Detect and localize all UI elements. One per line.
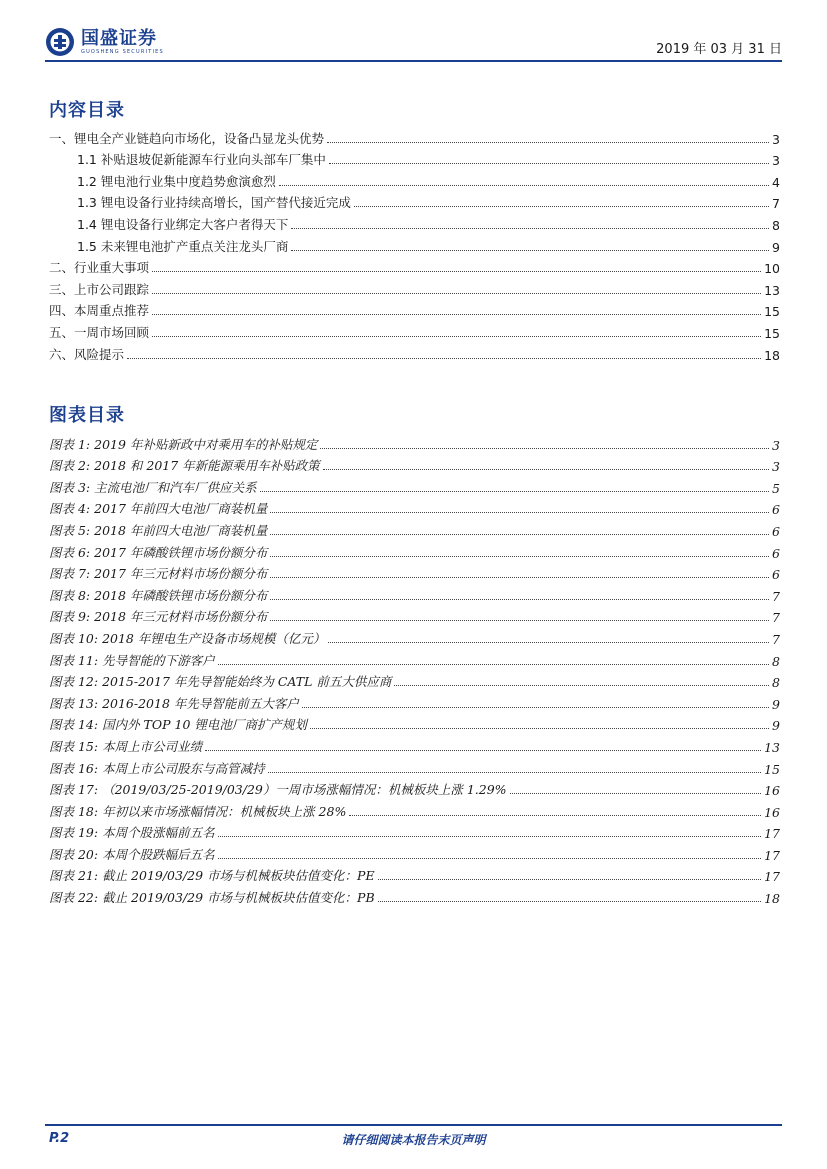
toc-entry[interactable] bbox=[49, 190, 780, 212]
figure-entry-page: 9 bbox=[772, 718, 780, 734]
toc-entry-page: 15 bbox=[764, 304, 780, 320]
page-header bbox=[45, 26, 782, 62]
dot-leader bbox=[329, 163, 769, 164]
toc-entry[interactable] bbox=[49, 255, 780, 277]
toc-entry[interactable] bbox=[49, 341, 780, 363]
dot-leader bbox=[349, 815, 761, 816]
dot-leader bbox=[279, 185, 769, 186]
logo-name-en: GUOSHENG SECURITIES bbox=[81, 48, 164, 55]
figure-entry-label: 图表 16: 本周上市公司股东与高管减持 bbox=[49, 760, 265, 776]
toc-entry-label: 六、风险提示 bbox=[49, 346, 125, 362]
toc-entry[interactable] bbox=[49, 233, 780, 255]
footer-divider bbox=[45, 1124, 782, 1126]
dot-leader bbox=[152, 293, 761, 294]
toc-entry[interactable] bbox=[49, 298, 780, 320]
figure-entry[interactable] bbox=[49, 496, 780, 518]
figure-entry[interactable] bbox=[49, 625, 780, 647]
figure-entry[interactable] bbox=[49, 647, 780, 669]
figure-entry-page: 8 bbox=[772, 675, 780, 691]
figure-entry-label: 图表 9: 2018 年三元材料市场份额分布 bbox=[49, 609, 268, 625]
dot-leader bbox=[510, 793, 762, 794]
figure-entry-page: 15 bbox=[764, 761, 780, 777]
dot-leader bbox=[378, 901, 761, 902]
figure-entry[interactable] bbox=[49, 863, 780, 885]
toc-entry-label: 1.4 锂电设备行业绑定大客户者得天下 bbox=[77, 216, 289, 232]
dot-leader bbox=[218, 836, 762, 837]
dot-leader bbox=[354, 206, 769, 207]
figure-entry-page: 13 bbox=[764, 739, 780, 755]
toc-entry-label: 五、一周市场回顾 bbox=[49, 324, 150, 340]
toc-entry-page: 18 bbox=[764, 347, 780, 363]
toc-entry-page: 8 bbox=[772, 217, 780, 233]
figure-entry[interactable] bbox=[49, 431, 780, 453]
guosheng-logo-icon bbox=[45, 27, 75, 57]
figure-entry[interactable] bbox=[49, 474, 780, 496]
figure-entry[interactable] bbox=[49, 755, 780, 777]
figure-entry[interactable] bbox=[49, 453, 780, 475]
figure-entry-label: 图表 6: 2017 年磷酸铁锂市场份额分布 bbox=[49, 544, 268, 560]
dot-leader bbox=[270, 556, 769, 557]
toc-entry[interactable] bbox=[49, 211, 780, 233]
toc-entry-label: 四、本周重点推荐 bbox=[49, 303, 150, 319]
figure-entry[interactable] bbox=[49, 733, 780, 755]
toc-title: 内容目录 bbox=[49, 100, 125, 121]
figure-entry[interactable] bbox=[49, 712, 780, 734]
toc-entry[interactable] bbox=[49, 125, 780, 147]
dot-leader bbox=[260, 491, 769, 492]
toc-entry-page: 9 bbox=[772, 239, 780, 255]
toc-entry-page: 3 bbox=[772, 131, 780, 147]
figure-entry[interactable] bbox=[49, 539, 780, 561]
figure-entry[interactable] bbox=[49, 517, 780, 539]
toc-entry[interactable] bbox=[49, 147, 780, 169]
figure-entry-page: 16 bbox=[764, 783, 780, 799]
figure-entry-page: 9 bbox=[772, 696, 780, 712]
report-date: 2019 年 03 月 31 日 bbox=[656, 42, 782, 57]
figure-entry-label: 图表 12: 2015-2017 年先导智能始终为 CATL 前五大供应商 bbox=[49, 674, 392, 690]
figure-entry-label: 图表 7: 2017 年三元材料市场份额分布 bbox=[49, 566, 268, 582]
dot-leader bbox=[152, 271, 761, 272]
dot-leader bbox=[320, 448, 769, 449]
figure-entry-page: 6 bbox=[772, 523, 780, 539]
figure-entry-page: 6 bbox=[772, 567, 780, 583]
figure-entry-page: 6 bbox=[772, 545, 780, 561]
figure-entry-page: 18 bbox=[764, 891, 780, 907]
toc-entry[interactable] bbox=[49, 168, 780, 190]
figure-entry[interactable] bbox=[49, 841, 780, 863]
page-number: P.2 bbox=[49, 1131, 70, 1146]
figure-entry-page: 3 bbox=[772, 459, 780, 475]
figure-entry-label: 图表 4: 2017 年前四大电池厂商装机量 bbox=[49, 501, 268, 517]
toc-entry-label: 一、锂电全产业链趋向市场化，设备凸显龙头优势 bbox=[49, 130, 325, 146]
dot-leader bbox=[291, 250, 769, 251]
figure-entry-label: 图表 3: 主流电池厂和汽车厂供应关系 bbox=[49, 479, 257, 495]
figure-entry[interactable] bbox=[49, 777, 780, 799]
disclaimer-note: 请仔细阅读本报告末页声明 bbox=[341, 1133, 486, 1147]
figures-toc-list bbox=[49, 431, 780, 906]
dot-leader bbox=[328, 642, 769, 643]
figure-entry[interactable] bbox=[49, 669, 780, 691]
figure-entry-label: 图表 5: 2018 年前四大电池厂商装机量 bbox=[49, 522, 268, 538]
figure-entry-label: 图表 18: 年初以来市场涨幅情况：机械板块上涨 28% bbox=[49, 803, 347, 819]
dot-leader bbox=[378, 879, 762, 880]
toc-entry-label: 二、行业重大事项 bbox=[49, 260, 150, 276]
dot-leader bbox=[291, 228, 769, 229]
figure-entry[interactable] bbox=[49, 820, 780, 842]
figure-entry[interactable] bbox=[49, 690, 780, 712]
figure-entry-label: 图表 21: 截止 2019/03/29 市场与机械板块估值变化：PE bbox=[49, 868, 375, 884]
dot-leader bbox=[218, 664, 769, 665]
figure-entry-page: 17 bbox=[764, 847, 780, 863]
toc-entry-label: 三、上市公司跟踪 bbox=[49, 281, 150, 297]
figure-entry-page: 7 bbox=[772, 631, 780, 647]
dot-leader bbox=[218, 858, 762, 859]
figure-entry[interactable] bbox=[49, 582, 780, 604]
figure-entry-label: 图表 20: 本周个股跌幅后五名 bbox=[49, 846, 215, 862]
header-divider bbox=[45, 60, 782, 62]
toc-entry-label: 1.2 锂电池行业集中度趋势愈演愈烈 bbox=[77, 173, 276, 189]
figure-entry-label: 图表 11: 先导智能的下游客户 bbox=[49, 652, 215, 668]
figure-entry-label: 图表 15: 本周上市公司业绩 bbox=[49, 738, 203, 754]
toc-list bbox=[49, 125, 780, 363]
figure-entry-page: 16 bbox=[764, 804, 780, 820]
logo-name-cn: 国盛证券 bbox=[81, 27, 157, 49]
figure-entry-page: 17 bbox=[764, 826, 780, 842]
figure-entry[interactable] bbox=[49, 561, 780, 583]
figure-entry-label: 图表 13: 2016-2018 年先导智能前五大客户 bbox=[49, 695, 299, 711]
dot-leader bbox=[323, 469, 769, 470]
figure-entry-page: 17 bbox=[764, 869, 780, 885]
dot-leader bbox=[152, 336, 761, 337]
figure-entry[interactable] bbox=[49, 798, 780, 820]
dot-leader bbox=[394, 685, 769, 686]
dot-leader bbox=[302, 707, 769, 708]
dot-leader bbox=[270, 577, 769, 578]
figure-entry[interactable] bbox=[49, 884, 780, 906]
figure-entry-label: 图表 1: 2019 年补贴新政中对乘用车的补贴规定 bbox=[49, 436, 318, 452]
figure-entry-page: 7 bbox=[772, 588, 780, 604]
dot-leader bbox=[310, 728, 769, 729]
company-logo bbox=[45, 26, 164, 58]
toc-entry-page: 3 bbox=[772, 153, 780, 169]
figure-entry-label: 图表 22: 截止 2019/03/29 市场与机械板块估值变化：PB bbox=[49, 890, 375, 906]
toc-entry-page: 10 bbox=[764, 261, 780, 277]
toc-entry-label: 1.1 补贴退坡促新能源车行业向头部车厂集中 bbox=[77, 152, 326, 168]
dot-leader bbox=[270, 620, 769, 621]
dot-leader bbox=[152, 314, 761, 315]
figure-entry-page: 6 bbox=[772, 502, 780, 518]
dot-leader bbox=[205, 750, 761, 751]
figure-entry[interactable] bbox=[49, 604, 780, 626]
dot-leader bbox=[327, 142, 769, 143]
dot-leader bbox=[270, 534, 769, 535]
toc-entry-page: 7 bbox=[772, 196, 780, 212]
dot-leader bbox=[268, 772, 762, 773]
toc-entry-label: 1.3 锂电设备行业持续高增长，国产替代接近完成 bbox=[77, 195, 351, 211]
figure-entry-label: 图表 10: 2018 年锂电生产设备市场规模（亿元） bbox=[49, 630, 326, 646]
dot-leader bbox=[127, 358, 761, 359]
toc-entry-page: 4 bbox=[772, 174, 780, 190]
figures-toc-title: 图表目录 bbox=[49, 405, 125, 426]
figure-entry-label: 图表 14: 国内外 TOP 10 锂电池厂商扩产规划 bbox=[49, 717, 307, 733]
figure-entry-page: 5 bbox=[772, 480, 780, 496]
figure-entry-page: 3 bbox=[772, 437, 780, 453]
toc-entry-label: 1.5 未来锂电池扩产重点关注龙头厂商 bbox=[77, 238, 289, 254]
figure-entry-page: 8 bbox=[772, 653, 780, 669]
toc-entry-page: 15 bbox=[764, 325, 780, 341]
toc-entry-page: 13 bbox=[764, 282, 780, 298]
toc-entry[interactable] bbox=[49, 319, 780, 341]
figure-entry-label: 图表 19: 本周个股涨幅前五名 bbox=[49, 825, 215, 841]
figure-entry-page: 7 bbox=[772, 610, 780, 626]
figure-entry-label: 图表 17: （2019/03/25-2019/03/29）一周市场涨幅情况：机械板块上涨 1.29% bbox=[49, 782, 507, 798]
figure-entry-label: 图表 2: 2018 和 2017 年新能源乘用车补贴政策 bbox=[49, 458, 320, 474]
dot-leader bbox=[270, 599, 769, 600]
toc-entry[interactable] bbox=[49, 276, 780, 298]
figure-entry-label: 图表 8: 2018 年磷酸铁锂市场份额分布 bbox=[49, 587, 268, 603]
dot-leader bbox=[270, 512, 769, 513]
